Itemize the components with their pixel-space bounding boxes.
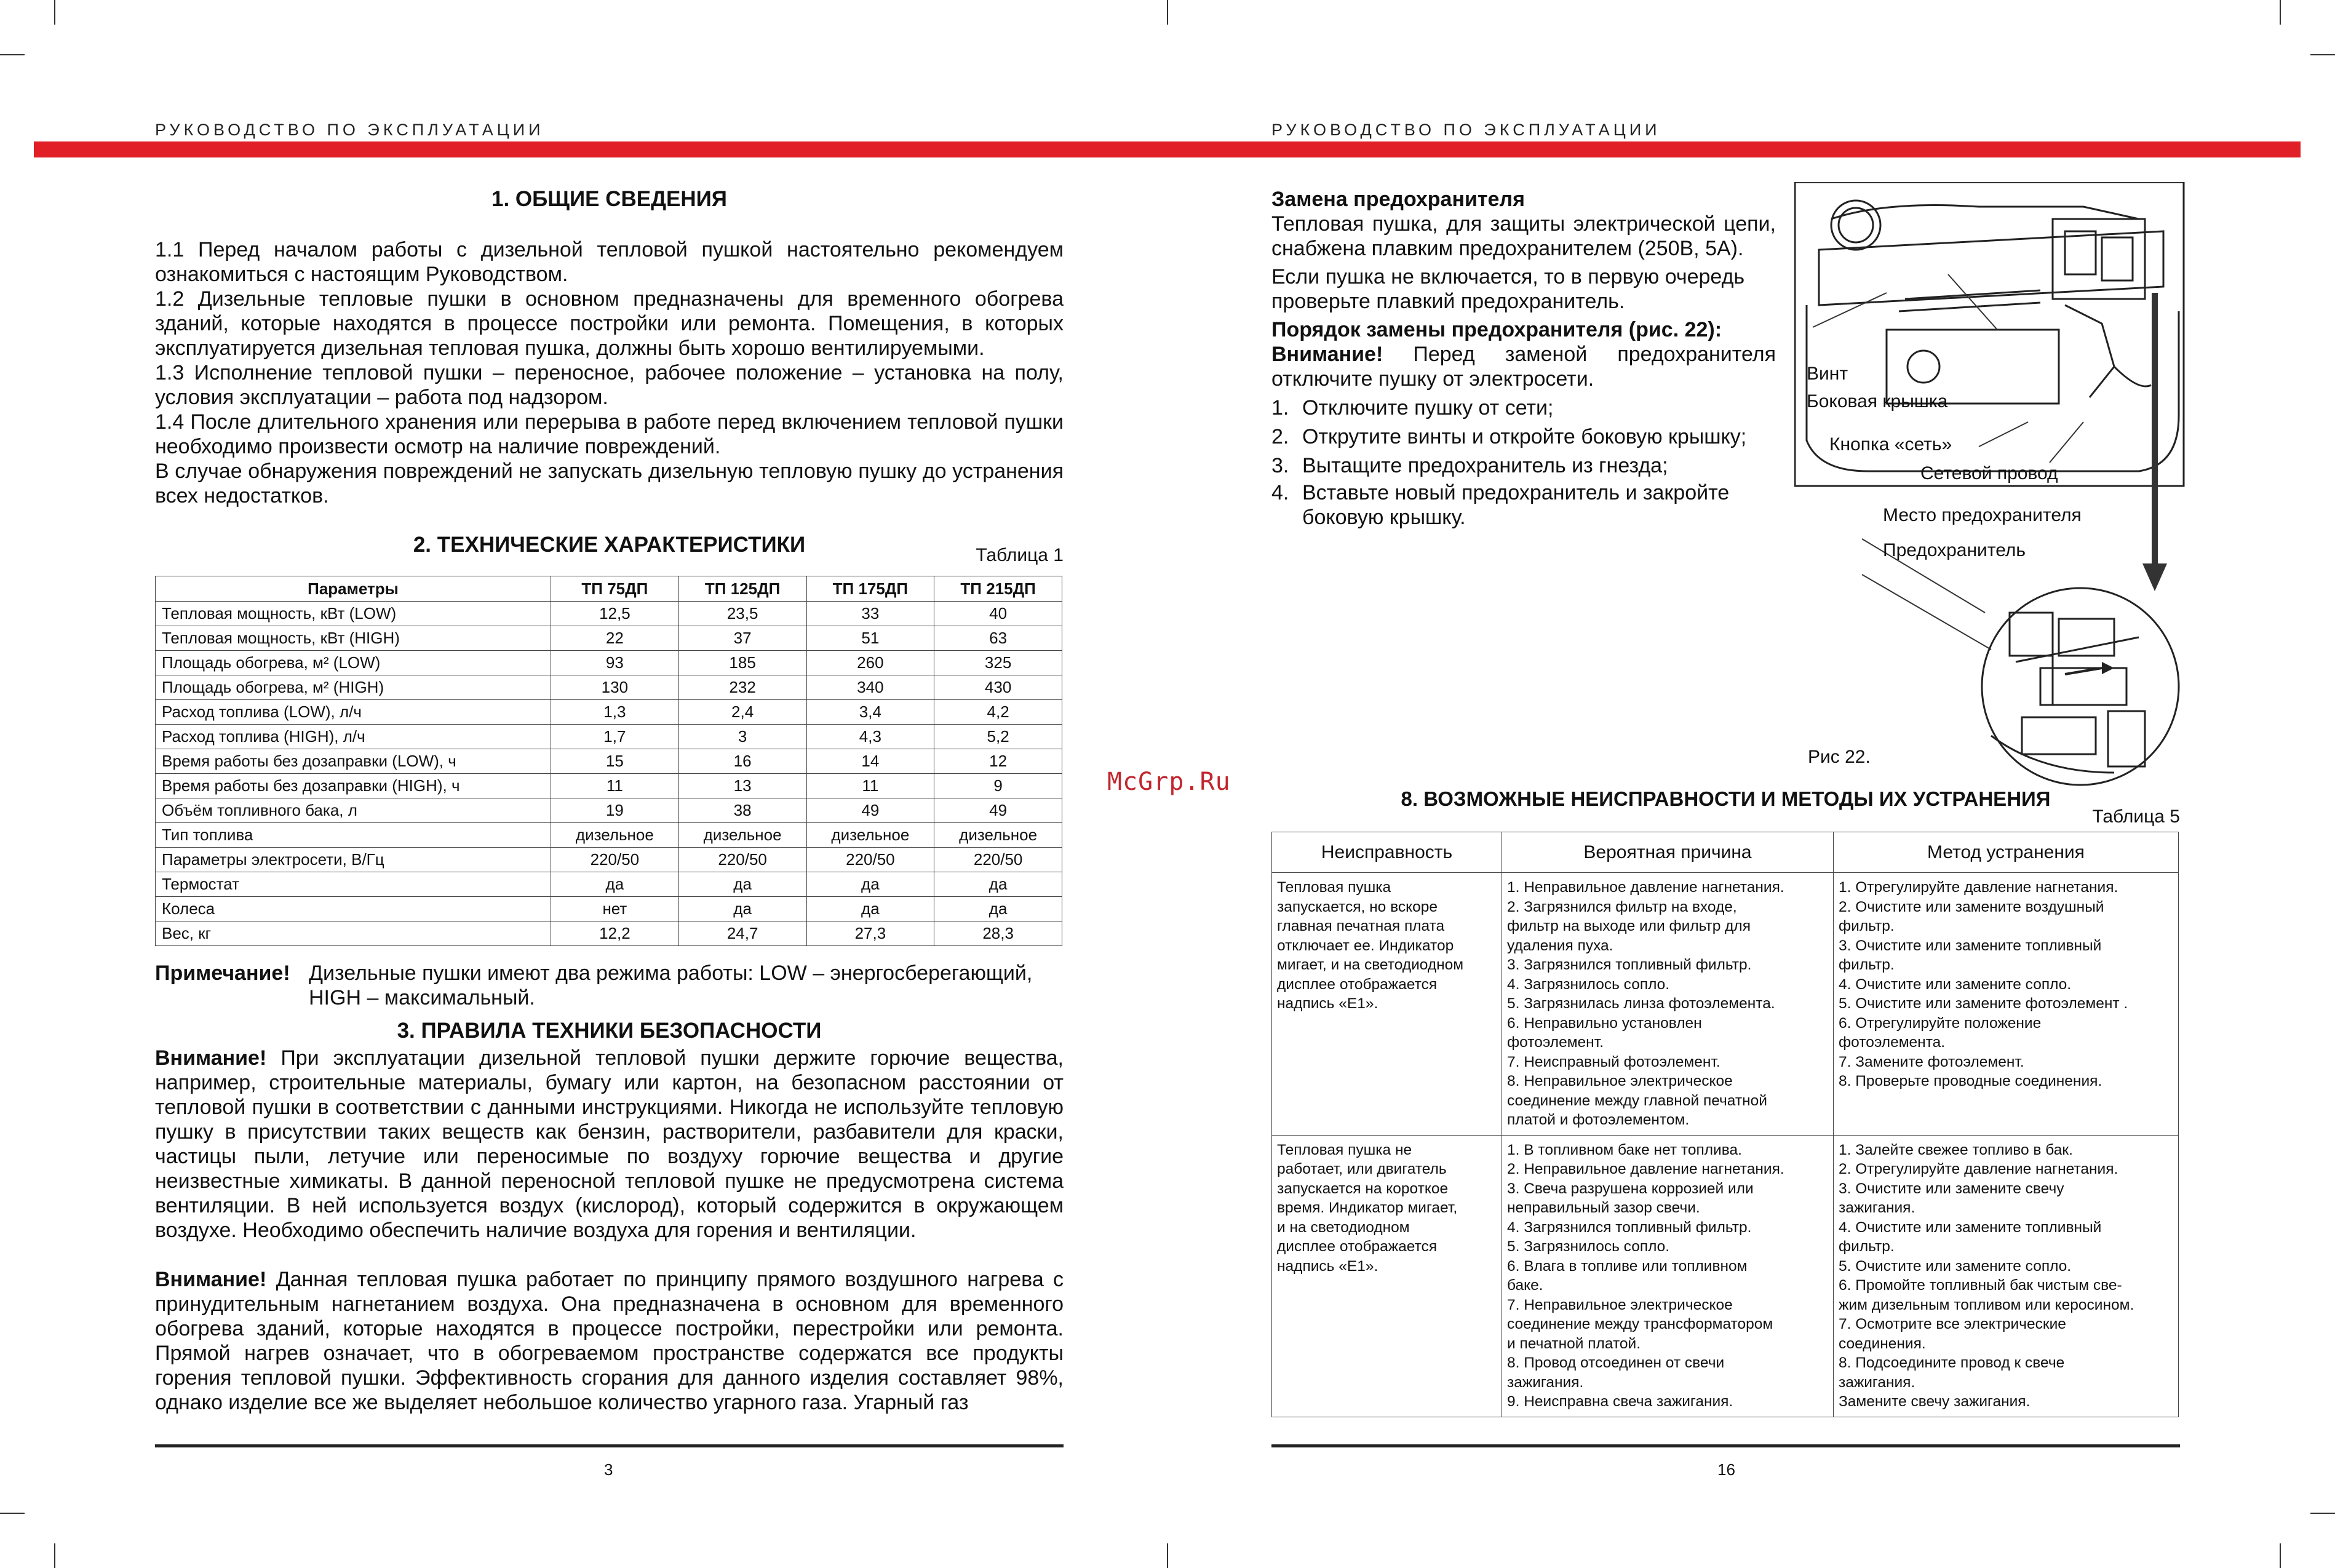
cell-line: 5. Загрязнилась линза фотоэлемента.: [1507, 995, 1775, 1012]
value-cell: 40: [934, 602, 1062, 626]
page-number-left: 3: [604, 1460, 613, 1479]
table-row: [156, 749, 1062, 774]
cause-cell: [1502, 873, 1834, 1136]
fuse-text-1: Тепловая пушка, для защиты электрической цепи, снабжена плавким предохранителем (250В, 5А).: [1271, 212, 1776, 260]
attention-label: Внимание!: [1271, 343, 1383, 366]
value-cell: 1,7: [551, 725, 679, 749]
value-cell: дизельное: [934, 823, 1062, 848]
step-item: [1271, 452, 1776, 480]
value-cell: 340: [806, 675, 934, 700]
cell-line: 8. Неправильное электрическое: [1507, 1073, 1733, 1089]
step-text: Отключите пушку от сети;: [1302, 396, 1554, 420]
cause-cell: [1502, 1135, 1834, 1417]
attention-note: [1271, 342, 1776, 391]
step-number: 1.: [1271, 396, 1289, 420]
cell-line: зажигания.: [1839, 1200, 1915, 1216]
col-header: Метод устранения: [1834, 832, 2179, 873]
step-text: Открутите винты и откройте боковую крышку;: [1302, 425, 1747, 448]
running-header-right: РУКОВОДСТВО ПО ЭКСПЛУАТАЦИИ: [1271, 121, 1661, 139]
section-3-title: 3. ПРАВИЛА ТЕХНИКИ БЕЗОПАСНОСТИ: [397, 1019, 822, 1043]
crop-mark: [54, 1543, 55, 1568]
paragraph-damage: В случае обнаружения повреждений не запускать дизельную тепловую пушку до устранения всех недостатков.: [155, 460, 1064, 507]
cell-line: мигает, и на светодиодном: [1277, 957, 1464, 973]
cell-line: 2. Очистите или замените воздушный: [1839, 898, 2104, 915]
cell-line: зажигания.: [1839, 1374, 1915, 1391]
crop-mark: [2280, 1543, 2281, 1568]
value-cell: 185: [678, 651, 806, 675]
cell-line: 4. Очистите или замените сопло.: [1839, 976, 2072, 993]
param-cell: Тепловая мощность, кВт (HIGH): [156, 626, 551, 651]
header-red-bar: [34, 141, 2301, 157]
value-cell: 1,3: [551, 700, 679, 725]
value-cell: дизельное: [551, 823, 679, 848]
cell-line: отключает ее. Индикатор: [1277, 937, 1454, 954]
value-cell: 11: [806, 774, 934, 798]
warning-2-text: Данная тепловая пушка работает по принципу прямого воздушного нагрева с принудительным нагнетанием воздуха. Она предназначена в основном для временного обогрева зданий, которые находятся в процессе постройки, перестройки или ремонта. Прямой нагрев означает, что в обогреваемом пространстве содержатся все продукты горения тепловой пушки. Эффективность сгорания для данного изделия составляет 98%, однако изделие все же выделяет небольшое количество угарного газа. Угарный газ: [155, 1268, 1064, 1414]
running-header-left: РУКОВОДСТВО ПО ЭКСПЛУАТАЦИИ: [155, 121, 544, 139]
fault-cell: [1272, 1135, 1502, 1417]
section-3-body: [155, 1046, 1064, 1415]
paragraph-1-1: 1.1 Перед началом работы с дизельной тепловой пушкой настоятельно рекомендуем ознакомиться с настоящим Руководством.: [155, 238, 1064, 286]
cell-line: 8. Провод отсоединен от свечи: [1507, 1355, 1725, 1371]
value-cell: 37: [678, 626, 806, 651]
step-item: [1271, 394, 1776, 423]
param-cell: Вес, кг: [156, 921, 551, 946]
cell-line: 4. Загрязнился топливный фильтр.: [1507, 1219, 1752, 1236]
value-cell: 260: [806, 651, 934, 675]
cell-line: 8. Проверьте проводные соединения.: [1839, 1073, 2102, 1089]
spec-table: [155, 576, 1062, 946]
table-row: [156, 823, 1062, 848]
param-cell: Время работы без дозаправки (LOW), ч: [156, 749, 551, 774]
cell-line: 2. Загрязнился фильтр на входе,: [1507, 898, 1737, 915]
cell-line: фильтр.: [1839, 918, 1895, 934]
crop-mark: [1167, 1543, 1168, 1568]
value-cell: 15: [551, 749, 679, 774]
cell-line: фильтр.: [1839, 957, 1895, 973]
paragraph-1-4: 1.4 После длительного хранения или перерыва в работе перед включением тепловой пушки необходимо произвести осмотр на наличие повреждений.: [155, 410, 1064, 458]
value-cell: 13: [678, 774, 806, 798]
fix-cell: [1834, 1135, 2179, 1417]
leader-line: [1979, 422, 2028, 447]
cell-line: 4. Очистите или замените топливный: [1839, 1219, 2102, 1236]
value-cell: да: [934, 872, 1062, 897]
param-cell: Термостат: [156, 872, 551, 897]
table-row: [156, 921, 1062, 946]
table-row: [1272, 1135, 2179, 1417]
table-row: [156, 774, 1062, 798]
crop-mark: [0, 54, 25, 55]
value-cell: 130: [551, 675, 679, 700]
col-header: ТП 175ДП: [806, 576, 934, 602]
cell-line: 1. Залейте свежее топливо в бак.: [1839, 1141, 2073, 1158]
cell-line: 3. Очистите или замените свечу: [1839, 1180, 2064, 1197]
label-power-cord: Сетевой провод: [1920, 463, 2058, 484]
value-cell: 49: [806, 798, 934, 823]
cell-line: удаления пуха.: [1507, 937, 1613, 954]
step-number: 4.: [1271, 481, 1289, 504]
value-cell: 93: [551, 651, 679, 675]
param-cell: Время работы без дозаправки (HIGH), ч: [156, 774, 551, 798]
leader-line: [1813, 293, 1887, 327]
figure-caption: Рис 22.: [1808, 747, 1871, 767]
zoom-detail: [1982, 588, 2179, 785]
value-cell: 23,5: [678, 602, 806, 626]
cell-line: 1. Отрегулируйте давление нагнетания.: [1839, 879, 2118, 896]
crop-mark: [2310, 1513, 2335, 1514]
value-cell: 38: [678, 798, 806, 823]
table-row: [156, 675, 1062, 700]
label-power-button: Кнопка «сеть»: [1829, 434, 1952, 455]
cell-line: соединение между главной печатной: [1507, 1092, 1767, 1109]
value-cell: да: [934, 897, 1062, 921]
step-item: [1271, 423, 1776, 452]
note-text-1: Дизельные пушки имеют два режима работы: LOW – энергосберегающий,: [309, 961, 1033, 985]
note-label: Примечание!: [155, 961, 290, 985]
value-cell: 220/50: [806, 848, 934, 872]
cell-line: 2. Неправильное давление нагнетания.: [1507, 1161, 1784, 1177]
leader-line: [1862, 575, 1991, 650]
warning-2: [155, 1267, 1064, 1415]
cell-line: 1. В топливном баке нет топлива.: [1507, 1141, 1742, 1158]
param-cell: Площадь обогрева, м² (HIGH): [156, 675, 551, 700]
table-row: [156, 602, 1062, 626]
col-header: Неисправность: [1272, 832, 1502, 873]
value-cell: 3,4: [806, 700, 934, 725]
fuse-section: [1271, 187, 1776, 530]
attention-text: Перед заменой предохранителя отключите пушку от электросети.: [1271, 343, 1776, 391]
value-cell: 220/50: [551, 848, 679, 872]
warning-1-label: Внимание!: [155, 1046, 267, 1070]
cell-line: 4. Загрязнилось сопло.: [1507, 976, 1670, 993]
value-cell: дизельное: [806, 823, 934, 848]
cell-line: 1. Неправильное давление нагнетания.: [1507, 879, 1784, 896]
fault-cell: [1272, 873, 1502, 1136]
value-cell: 232: [678, 675, 806, 700]
cell-line: работает, или двигатель: [1277, 1161, 1447, 1177]
value-cell: 12,2: [551, 921, 679, 946]
cell-line: фильтр на выходе или фильтр для: [1507, 918, 1751, 934]
value-cell: да: [678, 897, 806, 921]
troubleshooting-header: [1272, 832, 2179, 873]
fuse-diagram: [1794, 182, 2188, 822]
value-cell: да: [678, 872, 806, 897]
fuse-text-2: Если пушка не включается, то в первую очередь проверьте плавкий предохранитель.: [1271, 265, 1745, 313]
crop-mark: [54, 0, 55, 25]
value-cell: 4,3: [806, 725, 934, 749]
value-cell: 4,2: [934, 700, 1062, 725]
table-row: [156, 897, 1062, 921]
note-text-2: HIGH – максимальный.: [309, 986, 535, 1009]
value-cell: дизельное: [678, 823, 806, 848]
label-fuse: Предохранитель: [1883, 540, 2026, 560]
table-row: [1272, 873, 2179, 1136]
section-8-title: 8. ВОЗМОЖНЫЕ НЕИСПРАВНОСТИ И МЕТОДЫ ИХ УСТРАНЕНИЯ: [1401, 787, 2051, 810]
col-header: Вероятная причина: [1502, 832, 1834, 873]
cell-line: баке.: [1507, 1277, 1543, 1294]
cell-line: 8. Подсоедините провод к свече: [1839, 1355, 2065, 1371]
cell-line: Тепловая пушка: [1277, 879, 1391, 896]
spec-table-header: [156, 576, 1062, 602]
footer-line-right: [1271, 1444, 2180, 1447]
cell-line: 5. Очистите или замените фотоэлемент .: [1839, 995, 2128, 1012]
section-2-title: 2. ТЕХНИЧЕСКИЕ ХАРАКТЕРИСТИКИ: [413, 533, 806, 557]
left-page: [155, 157, 1064, 1511]
crop-mark: [0, 1513, 25, 1514]
cell-line: неправильный зазор свечи.: [1507, 1200, 1700, 1216]
value-cell: 430: [934, 675, 1062, 700]
cell-line: и на светодиодном: [1277, 1219, 1410, 1236]
cell-line: дисплее отображается: [1277, 976, 1438, 993]
col-header: Параметры: [156, 576, 551, 602]
table-row: [156, 848, 1062, 872]
value-cell: 5,2: [934, 725, 1062, 749]
footer-line-left: [155, 1444, 1064, 1447]
value-cell: нет: [551, 897, 679, 921]
cell-line: 2. Отрегулируйте давление нагнетания.: [1839, 1161, 2118, 1177]
cell-line: главная печатная плата: [1277, 918, 1445, 934]
cell-line: 3. Очистите или замените топливный: [1839, 937, 2102, 954]
warning-1: [155, 1046, 1064, 1243]
table-note: [155, 961, 1064, 1010]
cell-line: 7. Осмотрите все электрические: [1839, 1316, 2066, 1332]
step-item: [1271, 480, 1776, 530]
param-cell: Расход топлива (LOW), л/ч: [156, 700, 551, 725]
cell-line: 6. Неправильно установлен: [1507, 1014, 1702, 1032]
cell-line: 6. Промойте топливный бак чистым све-: [1839, 1277, 2122, 1294]
table-row: [156, 700, 1062, 725]
arrow-icon: [2142, 293, 2167, 591]
value-cell: 27,3: [806, 921, 934, 946]
value-cell: 11: [551, 774, 679, 798]
value-cell: 33: [806, 602, 934, 626]
cell-line: фильтр.: [1839, 1238, 1895, 1255]
cell-line: надпись «E1».: [1277, 995, 1378, 1012]
cell-line: дисплее отображается: [1277, 1238, 1438, 1255]
cell-line: 3. Загрязнился топливный фильтр.: [1507, 957, 1752, 973]
value-cell: 19: [551, 798, 679, 823]
cell-line: Тепловая пушка не: [1277, 1141, 1412, 1158]
param-cell: Параметры электросети, В/Гц: [156, 848, 551, 872]
watermark: McGrp.Ru: [1107, 768, 1231, 796]
cell-line: надпись «E1».: [1277, 1257, 1378, 1275]
cell-line: платой и фотоэлементом.: [1507, 1112, 1690, 1128]
cell-line: жим дизельным топливом или керосином.: [1839, 1296, 2134, 1313]
param-cell: Расход топлива (HIGH), л/ч: [156, 725, 551, 749]
cell-line: 6. Влага в топливе или топливном: [1507, 1257, 1748, 1275]
param-cell: Тепловая мощность, кВт (LOW): [156, 602, 551, 626]
cell-line: 5. Загрязнилось сопло.: [1507, 1238, 1670, 1255]
table-5-caption: Таблица 5: [2092, 806, 2180, 827]
cell-line: запускается, но вскоре: [1277, 898, 1438, 915]
leader-line: [2050, 422, 2083, 463]
table-row: [156, 626, 1062, 651]
cell-line: соединение между трансформатором: [1507, 1316, 1773, 1332]
cell-line: фотоэлемент.: [1507, 1034, 1604, 1051]
cell-line: 9. Неисправна свеча зажигания.: [1507, 1393, 1733, 1410]
value-cell: да: [806, 872, 934, 897]
cell-line: 6. Отрегулируйте положение: [1839, 1014, 2042, 1032]
section-1-body: [155, 237, 1064, 508]
steps-list: [1271, 394, 1776, 530]
value-cell: 325: [934, 651, 1062, 675]
value-cell: 14: [806, 749, 934, 774]
table-row: [156, 651, 1062, 675]
param-cell: Колеса: [156, 897, 551, 921]
warning-1-text: При эксплуатации дизельной тепловой пушки держите горючие вещества, например, строительные материалы, бумагу или картон, на безопасном расстоянии от тепловой пушки в соответствии с данными инструкциями. Никогда не используйте тепловую пушку в присутствии таких веществ как бензин, растворители, разбавители для краски, частицы пыли, летучие или переносимые по воздуху горючие вещества и другие неизвестные химикаты. В данной переносной тепловой пушке не предусмотрена система вентиляции. В ней используется воздух (кислород), который содержится в окружающем воздухе. Необходимо обеспечить наличие воздуха для горения и вентиляции.: [155, 1046, 1064, 1242]
right-page: [1271, 157, 2180, 1511]
col-header: ТП 215ДП: [934, 576, 1062, 602]
cell-line: и печатной платой.: [1507, 1335, 1641, 1352]
cell-line: 7. Замените фотоэлемент.: [1839, 1053, 2024, 1070]
cell-line: 7. Неправильное электрическое: [1507, 1296, 1733, 1313]
table-1-caption: Таблица 1: [976, 545, 1064, 565]
value-cell: 220/50: [934, 848, 1062, 872]
value-cell: 12,5: [551, 602, 679, 626]
value-cell: да: [551, 872, 679, 897]
cell-line: время. Индикатор мигает,: [1277, 1200, 1458, 1216]
step-number: 2.: [1271, 425, 1289, 448]
value-cell: 12: [934, 749, 1062, 774]
step-text: Вытащите предохранитель из гнезда;: [1302, 454, 1668, 477]
step-number: 3.: [1271, 454, 1289, 477]
value-cell: 3: [678, 725, 806, 749]
table-row: [156, 872, 1062, 897]
value-cell: 9: [934, 774, 1062, 798]
troubleshooting-table: [1271, 832, 2179, 1417]
col-header: ТП 125ДП: [678, 576, 806, 602]
value-cell: 49: [934, 798, 1062, 823]
warning-2-label: Внимание!: [155, 1268, 267, 1291]
param-cell: Тип топлива: [156, 823, 551, 848]
page-number-right: 16: [1717, 1460, 1735, 1479]
fix-cell: [1834, 873, 2179, 1136]
value-cell: 22: [551, 626, 679, 651]
table-row: [156, 798, 1062, 823]
param-cell: Площадь обогрева, м² (LOW): [156, 651, 551, 675]
cell-line: 7. Неисправный фотоэлемент.: [1507, 1053, 1720, 1070]
cell-line: 3. Свеча разрушена коррозией или: [1507, 1180, 1754, 1197]
label-side-cover: Боковая крышка: [1807, 391, 1948, 412]
value-cell: 28,3: [934, 921, 1062, 946]
value-cell: да: [806, 897, 934, 921]
value-cell: 24,7: [678, 921, 806, 946]
crop-mark: [1167, 0, 1168, 25]
procedure-title: Порядок замены предохранителя (рис. 22):: [1271, 318, 1722, 341]
section-1-title: 1. ОБЩИЕ СВЕДЕНИЯ: [491, 187, 727, 211]
cell-line: соединения.: [1839, 1335, 1926, 1352]
col-header: ТП 75ДП: [551, 576, 679, 602]
fuse-title: Замена предохранителя: [1271, 188, 1525, 211]
cell-line: Замените свечу зажигания.: [1839, 1393, 2031, 1410]
leader-line: [1948, 274, 1997, 330]
cell-line: 5. Очистите или замените сопло.: [1839, 1257, 2072, 1275]
value-cell: 2,4: [678, 700, 806, 725]
crop-mark: [2280, 0, 2281, 25]
param-cell: Объём топливного бака, л: [156, 798, 551, 823]
crop-mark: [2310, 54, 2335, 55]
cell-line: запускается на короткое: [1277, 1180, 1449, 1197]
step-text: Вставьте новый предохранитель и закройте боковую крышку.: [1302, 481, 1730, 529]
value-cell: 51: [806, 626, 934, 651]
paragraph-1-2: 1.2 Дизельные тепловые пушки в основном предназначены для временного обогрева зданий, которые находятся в процессе постройки или ремонта. Помещения, в которых эксплуатируется дизельная тепловая пушка, должны быть хорошо вентилируемыми.: [155, 287, 1064, 360]
paragraph-1-3: 1.3 Исполнение тепловой пушки – переносное, рабочее положение – установка на полу, условия эксплуатации – работа под надзором.: [155, 361, 1064, 409]
value-cell: 16: [678, 749, 806, 774]
cell-line: зажигания.: [1507, 1374, 1584, 1391]
cell-line: фотоэлемента.: [1839, 1034, 1946, 1051]
label-fuse-place: Место предохранителя: [1883, 505, 2082, 525]
value-cell: 63: [934, 626, 1062, 651]
label-screw: Винт: [1807, 364, 1848, 384]
table-row: [156, 725, 1062, 749]
value-cell: 220/50: [678, 848, 806, 872]
